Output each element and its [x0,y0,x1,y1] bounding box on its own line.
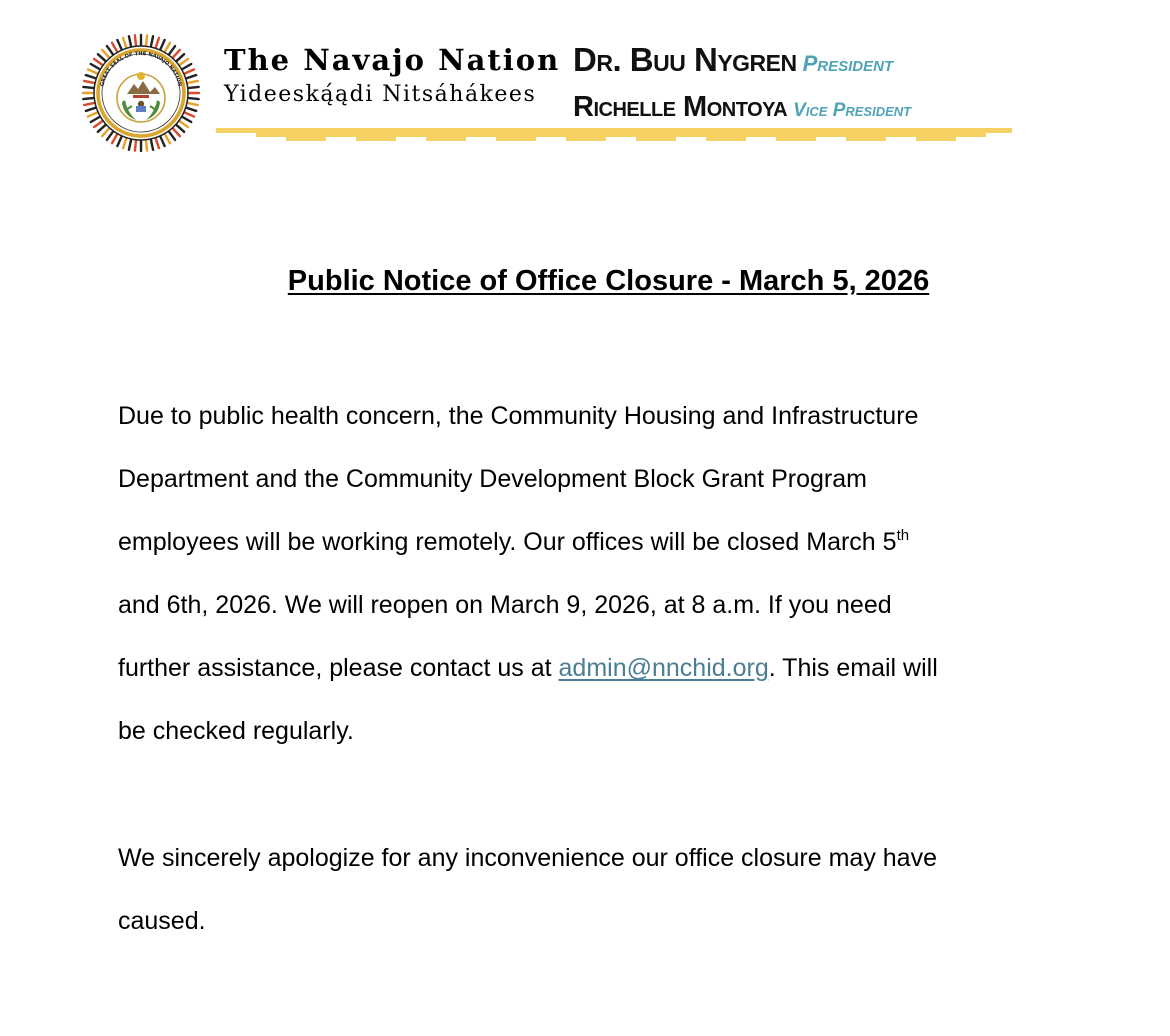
seal-ray [182,117,192,123]
seal-ray [151,139,153,150]
nation-name: The Navajo Nation [224,43,561,77]
seal-ray [102,128,109,136]
seal-ray [117,40,121,50]
seal-ring-text: GREAT SEAL OF THE NAVAJO NATION [99,50,183,88]
president-title: President [802,51,894,76]
paragraph-line: caused. [118,907,206,935]
paragraph-line: We sincerely apologize for any inconvenience our office closure may have [118,844,937,872]
paragraph-line: and 6th, 2026. We will reopen on March 9, 2026, at 8 a.m. If you need [118,591,892,619]
seal-ray [188,87,199,88]
seal-ray [88,112,98,116]
seal-ray [98,124,106,131]
seal-ray [129,139,131,150]
seal-ray [188,98,199,99]
seal-ray [156,138,159,148]
seal-ray [107,46,113,55]
seal-ray [135,140,136,151]
seal-ray [176,54,184,61]
seal-ray [165,43,171,53]
seal-ray [169,131,175,140]
seal-ray [187,81,198,83]
paragraph-line: Due to public health concern, the Community Housing and Infrastructure [118,402,919,430]
seal-ray [112,43,118,53]
seal-ray [83,87,94,88]
president-name: Dr. Buu Nygren [573,41,797,78]
seal-ray [91,64,101,70]
contact-email-link[interactable]: admin@nnchid.org [558,654,769,682]
navajo-nation-seal [80,32,202,154]
seal-ray [151,36,153,47]
ordinal-superscript: th [896,527,910,544]
seal-ray [86,75,96,78]
seal-ray [172,128,179,136]
seal-ray [160,136,164,146]
seal-ray [187,103,198,105]
seal-ray [179,121,188,127]
seal-ray [94,121,103,127]
seal-ray [117,136,121,146]
vice-president-title: Vice President [793,100,912,121]
seal-ray [129,36,131,47]
closure-dates-text: employees will be working remotely. Our offices will be closed March 5 [118,528,897,556]
seal-ray [86,108,96,111]
seal-ray [123,138,126,148]
seal-ray [146,140,147,151]
paragraph-line [118,637,1128,700]
seal-ray [156,38,159,48]
seal-ray [91,117,101,123]
seal-ray [186,108,196,111]
letterhead [80,30,1020,155]
seal-ray [112,134,118,144]
seal-ray [182,64,192,70]
contact-text: further assistance, please contact us at [118,654,559,682]
paragraph-line: be checked regularly. [118,717,354,745]
seal-ray [184,69,194,73]
seal-ray [172,50,179,58]
seal-ray [123,38,126,48]
nation-name-block [224,42,560,110]
seal-ray [179,59,188,65]
nation-subtitle: Yideeską́ądi Nitsáhákees [224,82,537,107]
official-president [573,40,911,87]
notice-paragraph-1 [118,385,1128,763]
seal-ray [186,75,196,78]
seal-ray [184,112,194,116]
seal-ray [88,69,98,73]
letterhead-band [216,126,1012,146]
vice-president-name: Richelle Montoya [573,91,788,123]
seal-ray [84,81,95,83]
seal-ray [84,103,95,105]
seal-ray [94,59,103,65]
seal-ray [160,40,164,50]
paragraph-line [118,511,1128,574]
notice-paragraph-2 [118,827,1128,953]
email-note-text: . This email will [768,654,938,682]
seal-ray [83,98,94,99]
seal-ray [98,54,106,61]
seal-ray [135,35,136,46]
seal-ray [146,35,147,46]
seal-ray [107,131,113,140]
paragraph-line: Department and the Community Development Block Grant Program [118,465,867,493]
seal-ray [176,124,184,131]
notice-title: Public Notice of Office Closure - March 5, 2026 [287,265,930,297]
seal-ray [165,134,171,144]
seal-ray [169,46,175,55]
seal-ray [102,50,109,58]
officials-block [573,40,911,132]
